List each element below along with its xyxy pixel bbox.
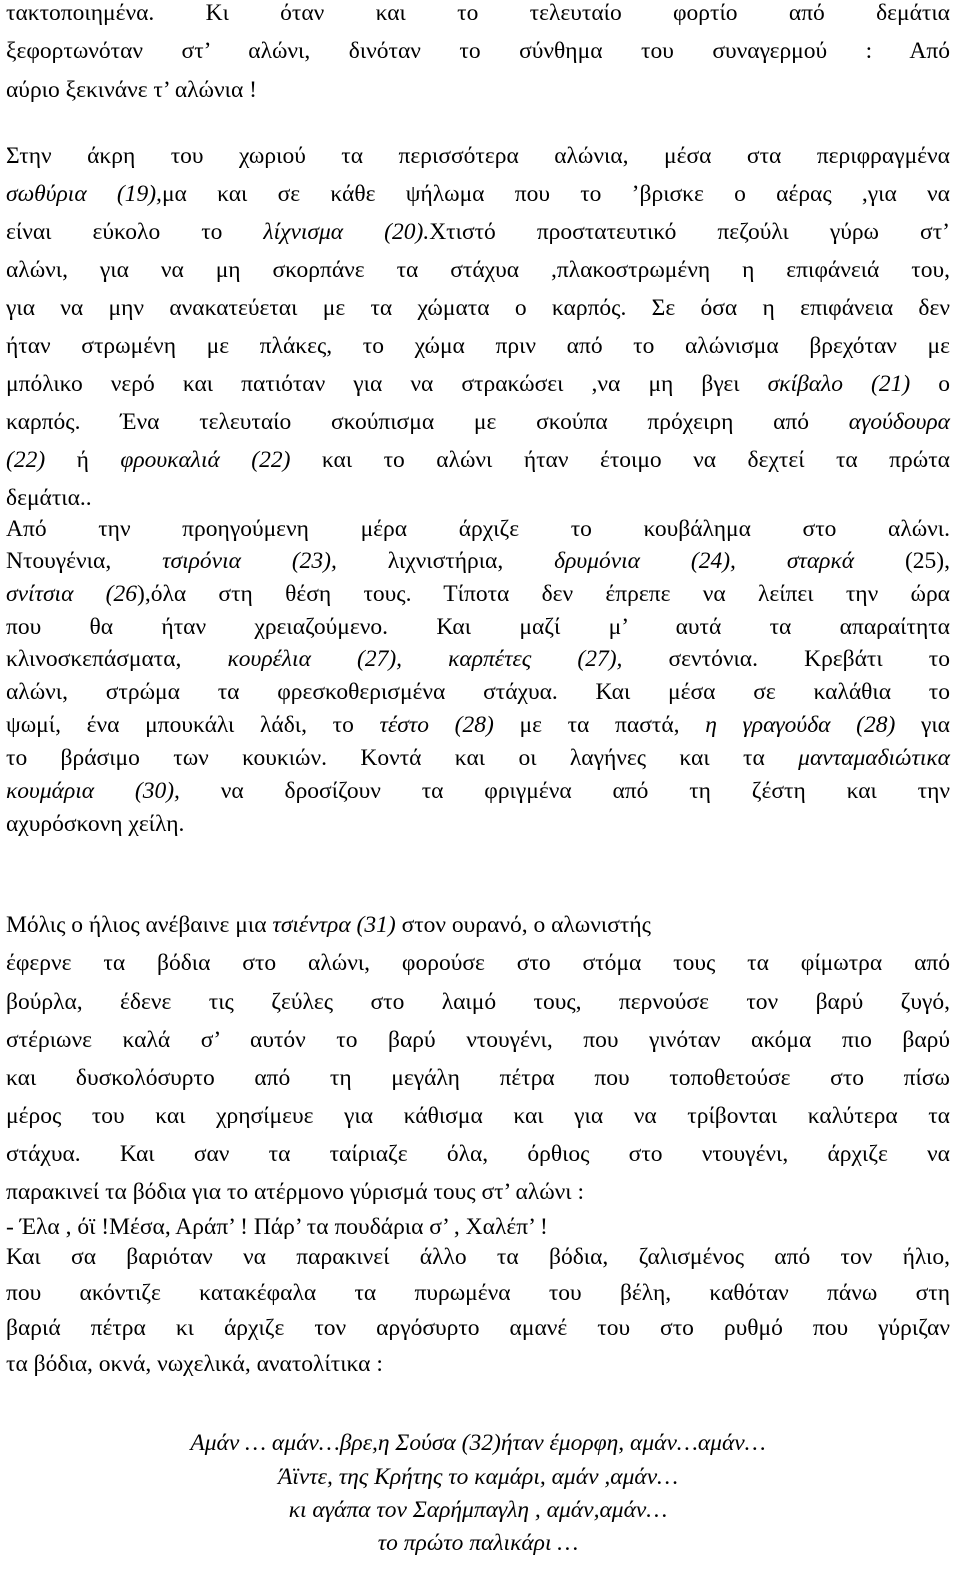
text-line [6,373,950,397]
verse-line: το πρώτο παλικάρι … [377,1530,579,1556]
verse-line: Άϊντε, της Κρήτης το καμάρι, αμάν ,αμάν… [277,1464,679,1490]
italic-term: μανταμαδιώτικα [798,745,950,771]
text-run: που ακόντιζε κατακέφαλα τα πυρωμένα του βέλη, καθόταν πάνω στη [6,1280,950,1306]
text-run: Μόλις ο ήλιος ανέβαινε μια [6,912,273,938]
text-run: για να μην ανακατεύεται με τα χώματα ο καρπός. Σε όσα η επιφάνεια δεν [6,295,950,321]
text-line [6,1181,584,1205]
text-line [6,79,257,103]
text-run: αλώνι, για να μη σκορπάνε τα στάχυα ,πλακοστρωμένη η επιφάνειά του, [6,257,950,283]
text-line [6,518,950,542]
verse-line: Αμάν … αμάν…βρε,η Σούσα (32)ήταν έμορφη, αμάν…αμάν… [190,1430,766,1456]
text-run: κλινοσκεπάσματα, [6,646,228,672]
text-run: ),όλα στη θέση τους. Τίποτα δεν έπρεπε να λείπει την ώρα [137,581,950,607]
text-line [6,747,950,771]
text-run: καρπός. Ένα τελευταίο σκούπισμα με σκούπα πρόχειρη από [6,409,849,435]
italic-term: λίχνισμα (20). [263,219,430,245]
text-run: αχυρόσκονη χείλη. [6,811,185,837]
italic-term: σνίτσια (26 [6,581,138,607]
text-run: να δροσίζουν τα φριγμένα από τη ζέστη και την [179,778,951,804]
text-run: ξεφορτωνόταν στ’ αλώνι, δινόταν το σύνθημα του συναγερμού : Από [6,38,950,64]
italic-term: σκίβαλο (21) [767,371,911,397]
text-run: στον ουρανό, ο αλωνιστής [395,912,651,938]
italic-term: κουμάρια (30), [6,778,180,804]
verse-line: κι αγάπα τον Σαρήμπαγλη , αμάν,αμάν… [288,1497,668,1523]
text-run: παρακινεί τα βόδια για το ατέρμονο γύρισμά τους στ’ αλώνι : [6,1179,585,1205]
text-line [6,681,950,705]
text-line [6,297,950,321]
text-run: με τα παστά, [493,712,706,738]
text-run: στέριωνε καλά σ’ αυτόν το βαρύ ντουγένι, που γινόταν ακόμα πιο βαρύ [6,1027,950,1053]
italic-term: κουρέλια (27), καρπέτες (27), [227,646,623,672]
text-run: ψωμί, ένα μπουκάλι λάδι, το [6,712,380,738]
text-run: αύριο ξεκινάνε τ’ αλώνια ! [6,77,257,103]
text-run: το βράσιμο των κουκιών. Κοντά και οι λαγήνες και τα [6,745,799,771]
text-line [6,780,950,804]
text-line [6,583,950,607]
text-run: τα βόδια, οκνά, νωχελικά, ανατολίτικα : [6,1351,383,1377]
text-line [6,914,651,938]
text-run: (25), [854,548,950,574]
text-run: βούρλα, έδενε τις ζεύλες στο λαιμό τους, περνούσε τον βαρύ ζυγό, [6,989,950,1015]
text-run [736,548,787,574]
text-run: Ντουγένια, [6,548,163,574]
text-run: ή [45,447,121,473]
italic-term: σωθύρια (19), [6,181,162,207]
italic-term: η γραγούδα (28) [705,712,896,738]
text-run: για [895,712,950,738]
text-run: βαριά πέτρα κι άρχιζε τον αργόσυρτο αμανέ του στο ρυθμό που γύριζαν [6,1315,950,1341]
text-line [6,449,950,473]
text-run: ήταν στρωμένη με πλάκες, το χώμα πριν από το αλώνισμα βρεχόταν με [6,333,950,359]
text-run: είναι εύκολο το [6,219,264,245]
text-run: - Έλα , όϊ !Μέσα, Αράπ’ ! Πάρ’ τα πουδάρια σ’ , Χαλέπ’ ! [6,1214,548,1240]
text-line [6,1246,950,1270]
text-run: σεντόνια. Κρεβάτι το [622,646,950,672]
text-run: μέρος του και χρησίμευε για κάθισμα και για να τρίβονται καλύτερα τα [6,1103,950,1129]
italic-term: τέστο (28) [379,712,494,738]
text-line [6,2,950,26]
text-line [6,648,950,672]
text-line [6,1029,950,1053]
text-line [6,411,950,435]
text-line [6,991,950,1015]
text-run: Και σα βαριόταν να παρακινεί άλλο τα βόδια, ζαλισμένος από τον ήλιο, [6,1244,950,1270]
text-run: στάχυα. Και σαν τα ταίριαζε όλα, όρθιος στο ντουγένι, άρχιζε να [6,1141,950,1167]
text-line [6,1105,950,1129]
italic-term: δρυμόνια (24), [554,548,736,574]
text-run: λιχνιστήρια, [336,548,555,574]
text-line [6,1282,950,1306]
text-line [6,550,950,574]
text-run: και δυσκολόσυρτο από τη μεγάλη πέτρα που τοποθετούσε στο πίσω [6,1065,950,1091]
text-line [6,813,184,837]
text-line [6,335,950,359]
text-line [6,259,950,283]
italic-term: φρουκαλιά (22) [120,447,291,473]
text-line [6,1143,950,1167]
text-line [6,1317,950,1341]
text-line [6,221,950,245]
text-line [6,1067,950,1091]
text-line [6,145,950,169]
text-run: τακτοποιημένα. Κι όταν και το τελευταίο φορτίο από δεμάτια [6,0,950,26]
text-line [6,616,950,640]
text-run: έφερνε τα βόδια στο αλώνι, φορούσε στο στόμα τους τα φίμωτρα από [6,950,950,976]
text-line [6,1353,383,1377]
text-line [6,952,950,976]
text-run: μα και σε κάθε ψήλωμα που το ’βρισκε ο αέρας ,για να [161,181,950,207]
italic-term: τσιέντρα (31) [272,912,396,938]
text-run: μπόλικο νερό και πατιόταν για να στρακώσει ,να μη βγει [6,371,768,397]
text-run: και το αλώνι ήταν έτοιμο να δεχτεί τα πρώτα [290,447,950,473]
text-run: δεμάτια.. [6,485,92,511]
text-run: αλώνι, στρώμα τα φρεσκοθερισμένα στάχυα. Και μέσα σε καλάθια το [6,679,950,705]
text-run: Στην άκρη του χωριού τα περισσότερα αλώνια, μέσα στα περιφραγμένα [6,143,950,169]
text-line [6,714,950,738]
italic-term: τσιρόνια (23), [162,548,337,574]
text-line [6,40,950,64]
text-run: ο [910,371,951,397]
italic-term: (22) [6,447,46,473]
text-run: που θα ήταν χρειαζούμενο. Και μαζί μ’ αυτά τα απαραίτητα [6,614,950,640]
italic-term: σταρκά [786,548,855,574]
text-run: Από την προηγούμενη μέρα άρχιζε το κουβάλημα στο αλώνι. [6,516,950,542]
text-line [6,183,950,207]
italic-term: αγούδουρα [848,409,950,435]
text-line [6,1216,548,1240]
text-line [6,487,92,511]
text-run: Χτιστό προστατευτικό πεζούλι γύρω στ’ [429,219,950,245]
